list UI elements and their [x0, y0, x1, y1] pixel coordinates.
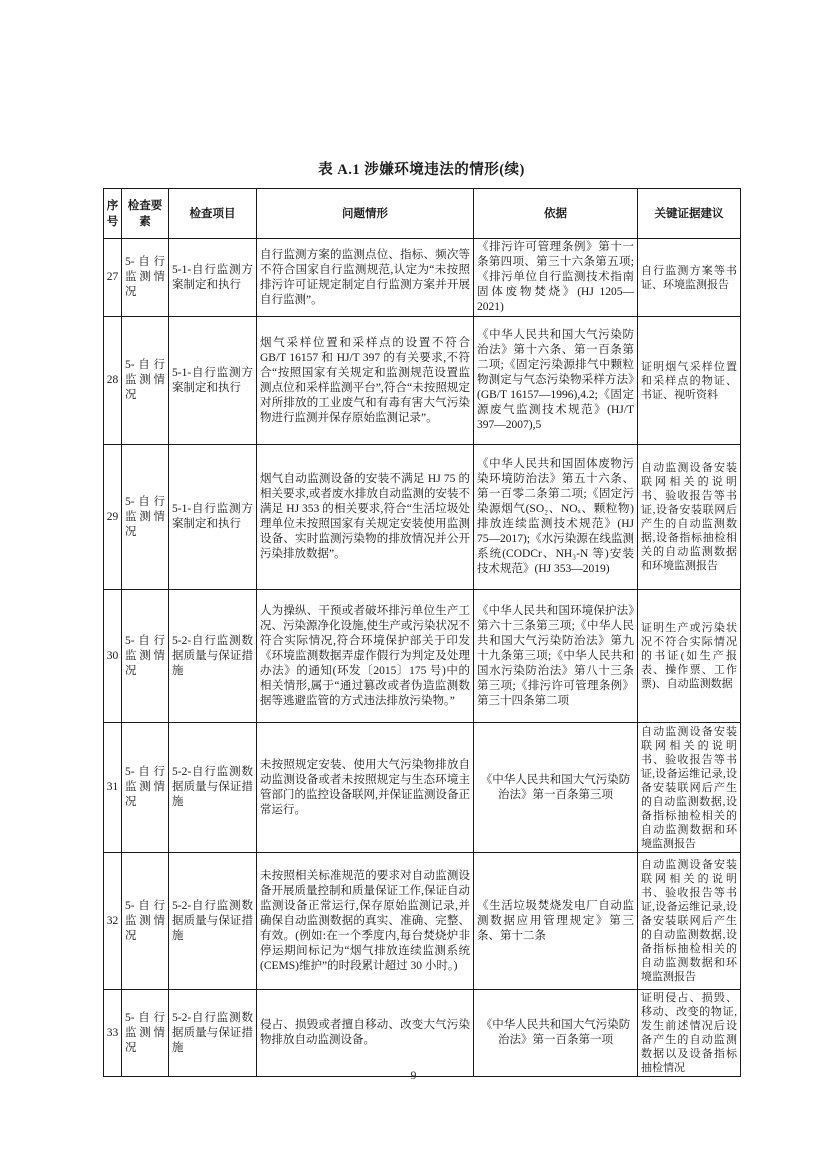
cell-check-element: 5-自行监测情况	[122, 590, 169, 723]
cell-legal-basis: 《生活垃圾焚烧发电厂自动监测数据应用管理规定》第三条、第十二条	[474, 853, 638, 990]
table-row	[104, 590, 741, 723]
column-header: 检查要素	[122, 189, 169, 239]
cell-check-element: 5-自行监测情况	[122, 317, 169, 445]
cell-problem-situation: 人为操纵、干预或者破坏排污单位生产工况、污染源净化设施,使生产或污染状况不符合实际情况,符合环境保护部关于印发《环境监测数据弄虚作假行为判定及处理办法》的通知(环发〔2015〕175 号)中的相关情形,属于“通过篡改或者伪造监测数据等逃避监管的方式违法排放污染物。”	[257, 590, 474, 723]
cell-serial-number: 33	[104, 990, 122, 1077]
cell-check-item: 5-1-自行监测方案制定和执行	[169, 445, 257, 590]
cell-check-element: 5-自行监测情况	[122, 239, 169, 317]
cell-serial-number: 29	[104, 445, 122, 590]
table-header-row	[104, 189, 741, 239]
cell-problem-situation: 烟气采样位置和采样点的设置不符合 GB/T 16157 和 HJ/T 397 的有关要求,不符合“按照国家有关规定和监测规范设置监测点位和采样监测平台”,符合“未按照规定对所排放的工业废气和有毒有害大气污染物进行监测并保存原始监测记录”。	[257, 317, 474, 445]
cell-check-element: 5-自行监测情况	[122, 445, 169, 590]
cell-key-evidence: 证明生产或污染状况不符合实际情况的书证(如生产报表、操作票、工作票)、自动监测数据	[638, 590, 741, 723]
column-header: 序号	[104, 189, 122, 239]
cell-serial-number: 30	[104, 590, 122, 723]
cell-legal-basis: 《中华人民共和国大气污染防治法》第十六条、第一百条第二项;《固定污染源排气中颗粒物测定与气态污染物采样方法》(GB/T 16157—1996),4.2;《固定源废气监测技术规范》(HJ/T 397—2007),5	[474, 317, 638, 445]
cell-serial-number: 27	[104, 239, 122, 317]
cell-check-element: 5-自行监测情况	[122, 990, 169, 1077]
cell-key-evidence: 自行监测方案等书证、环境监测报告	[638, 239, 741, 317]
cell-problem-situation: 自行监测方案的监测点位、指标、频次等不符合国家自行监测规范,认定为“未按照排污许可证规定制定自行监测方案并开展自行监测”。	[257, 239, 474, 317]
cell-legal-basis: 《中华人民共和国大气污染防治法》第一百条第三项	[474, 723, 638, 853]
column-header: 关键证据建议	[638, 189, 741, 239]
table-row	[104, 723, 741, 853]
table-row	[104, 445, 741, 590]
table-title: 表 A.1 涉嫌环境违法的情形(续)	[318, 162, 525, 178]
column-header: 依据	[474, 189, 638, 239]
cell-check-item: 5-2-自行监测数据质量与保证措施	[169, 590, 257, 723]
cell-problem-situation: 侵占、损毁或者擅自移动、改变大气污染物排放自动监测设备。	[257, 990, 474, 1077]
cell-check-item: 5-1-自行监测方案制定和执行	[169, 239, 257, 317]
cell-serial-number: 28	[104, 317, 122, 445]
cell-key-evidence: 自动监测设备安装联网相关的说明书、验收报告等书证,设备运维记录,设备安装联网后产生的自动监测数据,设备指标抽检相关的自动监测数据和环境监测报告	[638, 853, 741, 990]
cell-check-item: 5-2-自行监测数据质量与保证措施	[169, 723, 257, 853]
cell-legal-basis: 《中华人民共和国大气污染防治法》第一百条第一项	[474, 990, 638, 1077]
cell-problem-situation: 未按照规定安装、使用大气污染物排放自动监测设备或者未按照规定与生态环境主管部门的监控设备联网,并保证监测设备正常运行。	[257, 723, 474, 853]
violations-table	[103, 188, 741, 1077]
cell-key-evidence: 自动监测设备安装联网相关的说明书、验收报告等书证,设备运维记录,设备安装联网后产生的自动监测数据,设备指标抽检相关的自动监测数据和环境监测报告	[638, 723, 741, 853]
cell-legal-basis: 《排污许可管理条例》第十一条第四项、第三十六条第五项;《排污单位自行监测技术指南 固体废物焚烧》(HJ 1205—2021)	[474, 239, 638, 317]
table-row	[104, 853, 741, 990]
page-number: 9	[410, 1068, 417, 1082]
cell-problem-situation: 烟气自动监测设备的安装不满足 HJ 75 的相关要求,或者废水排放自动监测的安装不满足 HJ 353 的相关要求,符合“生活垃圾处理单位未按照国家有关规定安装使用监测设备、实时监测污染物的排放情况并公开污染排放数据”。	[257, 445, 474, 590]
table-row	[104, 990, 741, 1077]
cell-legal-basis: 《中华人民共和国固体废物污染环境防治法》第五十六条、第一百零二条第二项;《固定污染源烟气(SO₂、NOₓ、颗粒物)排放连续监测技术规范》(HJ 75—2017);《水污染源在线监测系统(CODCr、NH₃-N 等)安装技术规范》(HJ 353—2019)	[474, 445, 638, 590]
cell-check-item: 5-2-自行监测数据质量与保证措施	[169, 853, 257, 990]
cell-key-evidence: 证明侵占、损毁、移动、改变的物证,发生前述情况后设备产生的自动监测数据以及设备指标抽检情况	[638, 990, 741, 1077]
cell-serial-number: 32	[104, 853, 122, 990]
cell-check-element: 5-自行监测情况	[122, 853, 169, 990]
cell-problem-situation: 未按照相关标准规范的要求对自动监测设备开展质量控制和质量保证工作,保证自动监测设备正常运行,保存原始监测记录,并确保自动监测数据的真实、准确、完整、有效。(例如:在一个季度内,每台焚烧炉非停运期间标记为“烟气排放连续监测系统(CEMS)维护”的时段累计超过 30 小时。)	[257, 853, 474, 990]
table-header	[104, 189, 741, 239]
column-header: 问题情形	[257, 189, 474, 239]
cell-check-item: 5-1-自行监测方案制定和执行	[169, 317, 257, 445]
table-body	[104, 239, 741, 1077]
table-row	[104, 239, 741, 317]
cell-key-evidence: 证明烟气采样位置和采样点的物证、书证、视听资料	[638, 317, 741, 445]
cell-key-evidence: 自动监测设备安装联网相关的说明书、验收报告等书证,设备安装联网后产生的自动监测数据,设备指标抽检相关的自动监测数据和环境监测报告	[638, 445, 741, 590]
column-header: 检查项目	[169, 189, 257, 239]
cell-check-element: 5-自行监测情况	[122, 723, 169, 853]
cell-check-item: 5-2-自行监测数据质量与保证措施	[169, 990, 257, 1077]
table-row	[104, 317, 741, 445]
cell-legal-basis: 《中华人民共和国环境保护法》第六十三条第三项;《中华人民共和国大气污染防治法》第九十九条第三项;《中华人民共和国水污染防治法》第八十三条第三项;《排污许可管理条例》第三十四条第二项	[474, 590, 638, 723]
cell-serial-number: 31	[104, 723, 122, 853]
